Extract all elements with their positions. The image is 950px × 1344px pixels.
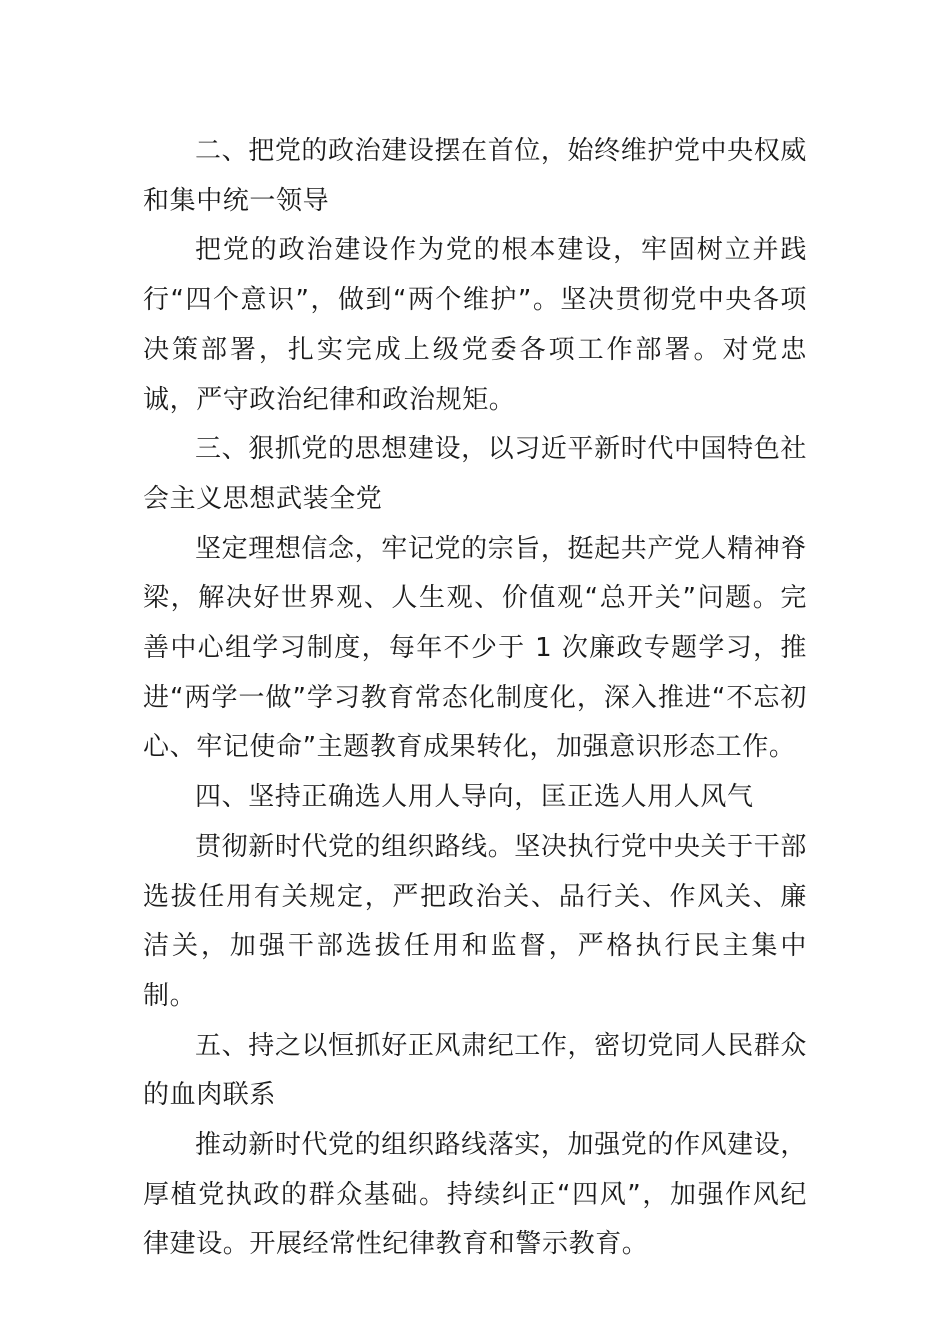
body-paragraph: 坚定理想信念，牢记党的宗旨，挺起共产党人精神脊梁，解决好世界观、人生观、价值观“总开关”问题。完善中心组学习制度，每年不少于 1 次廉政专题学习，推进“两学一做”学习教育常态化制度化，深入推进“不忘初心、牢记使命”主题教育成果转化，加强意识形态工作。 (143, 533, 807, 763)
section-heading-5: 五、持之以恒抓好正风肃纪工作，密切党同人民群众的血肉联系 (143, 1030, 807, 1111)
body-paragraph: 把党的政治建设作为党的根本建设，牢固树立并践行“四个意识”，做到“两个维护”。坚决贯彻党中央各项决策部署，扎实完成上级党委各项工作部署。对党忠诚，严守政治纪律和政治规矩。 (143, 235, 807, 415)
section-heading-3: 三、狠抓党的思想建设，以习近平新时代中国特色社会主义思想武装全党 (143, 434, 807, 514)
section-heading-2: 二、把党的政治建设摆在首位，始终维护党中央权威和集中统一领导 (143, 136, 807, 216)
section-heading-4: 四、坚持正确选人用人导向，匡正选人用人风气 (195, 782, 754, 813)
document-page (143, 127, 807, 1270)
body-paragraph: 贯彻新时代党的组织路线。坚决执行党中央关于干部选拔任用有关规定，严把政治关、品行关、作风关、廉洁关，加强干部选拔任用和监督，严格执行民主集中制。 (143, 831, 807, 1011)
body-paragraph: 推动新时代党的组织路线落实，加强党的作风建设，厚植党执政的群众基础。持续纠正“四风”，加强作风纪律建设。开展经常性纪律教育和警示教育。 (143, 1130, 807, 1260)
